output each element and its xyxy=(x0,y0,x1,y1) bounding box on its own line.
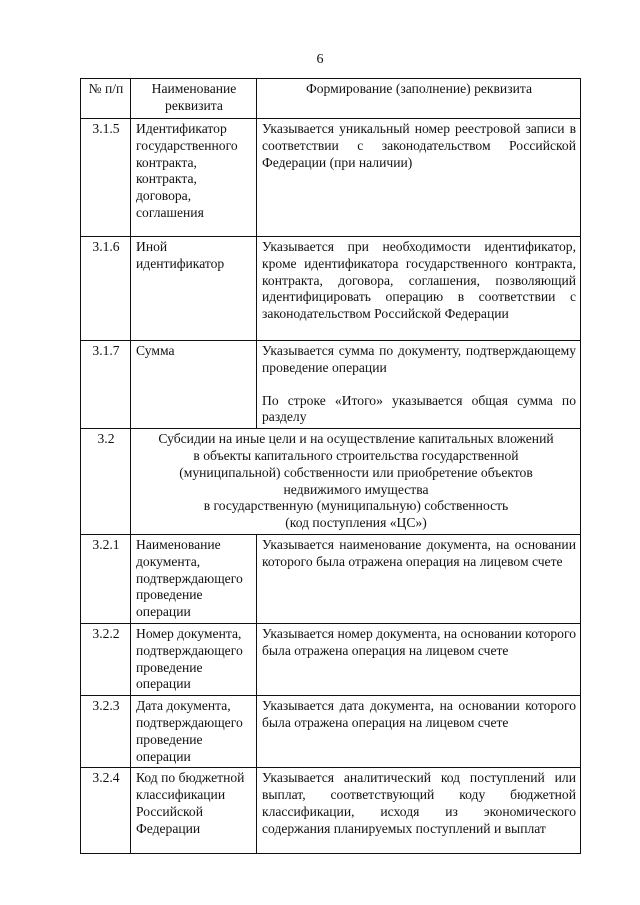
row-requisite-name: Код по бюджетной классификации Российской Федерации xyxy=(131,768,257,854)
row-requisite-name: Иной идентификатор xyxy=(131,237,257,341)
table-header-row xyxy=(81,79,581,119)
header-number: № п/п xyxy=(81,79,131,119)
section-title-line: недвижимого имущества xyxy=(283,481,429,497)
row-description: Указывается дата документа, на основании которого была отражена операция на лицевом счете xyxy=(257,696,581,768)
row-number: 3.2.3 xyxy=(81,696,131,768)
section-title-line: в государственную (муниципальную) собственность xyxy=(203,498,509,514)
row-requisite-name: Сумма xyxy=(131,341,257,429)
section-title-line: (код поступления «ЦС») xyxy=(285,515,427,531)
row-requisite-name: Дата документа, подтверждающего проведение операции xyxy=(131,696,257,768)
row-number: 3.1.5 xyxy=(81,119,131,237)
header-filling: Формирование (заполнение) реквизита xyxy=(257,79,581,119)
row-requisite-name: Номер документа, подтверждающего проведение операции xyxy=(131,623,257,695)
section-title-line: Субсидии на иные цели и на осуществление капитальных вложений xyxy=(158,431,554,447)
description-paragraph: Указывается сумма по документу, подтверждающему проведение операции xyxy=(262,343,576,375)
table-row xyxy=(81,768,581,854)
table-row xyxy=(81,237,581,341)
row-description: Указывается при необходимости идентификатор, кроме идентификатора государственного контракта, контракта, договора, соглашения, позволяющий идентифицировать операцию в соответствии с законодательством Российской Федерации xyxy=(257,237,581,341)
row-number: 3.1.7 xyxy=(81,341,131,429)
table-row xyxy=(81,119,581,237)
table-row xyxy=(81,696,581,768)
requisites-table xyxy=(80,78,581,854)
row-number: 3.2 xyxy=(81,429,131,535)
description-paragraph: По строке «Итого» указывается общая сумма по разделу xyxy=(262,392,576,425)
row-description: Указывается номер документа, на основании которого была отражена операция на лицевом счете xyxy=(257,623,581,695)
header-requisite-name: Наименование реквизита xyxy=(131,79,257,119)
row-description: Указывается уникальный номер реестровой записи в соответствии с законодательством Российской Федерации (при наличии) xyxy=(257,119,581,237)
table-row xyxy=(81,623,581,695)
section-title-line: (муниципальной) собственности или приобретение объектов xyxy=(179,464,533,480)
row-number: 3.2.1 xyxy=(81,534,131,623)
row-number: 3.2.2 xyxy=(81,623,131,695)
table-row xyxy=(81,534,581,623)
table-row xyxy=(81,341,581,429)
row-description: Указывается наименование документа, на основании которого была отражена операция на лицевом счете xyxy=(257,534,581,623)
page-number: 6 xyxy=(316,52,324,67)
row-description: Указывается аналитический код поступлений или выплат, соответствующий коду бюджетной классификации, исходя из экономического содержания планируемых поступлений и выплат xyxy=(257,768,581,854)
row-number: 3.1.6 xyxy=(81,237,131,341)
row-number: 3.2.4 xyxy=(81,768,131,854)
row-description xyxy=(257,341,581,429)
row-requisite-name: Наименование документа, подтверждающего проведение операции xyxy=(131,534,257,623)
section-row xyxy=(81,429,581,535)
row-requisite-name: Идентификатор государственного контракта, контракта, договора, соглашения xyxy=(131,119,257,237)
section-title-line: в объекты капитального строительства государственной xyxy=(193,447,519,463)
section-title xyxy=(131,429,581,535)
